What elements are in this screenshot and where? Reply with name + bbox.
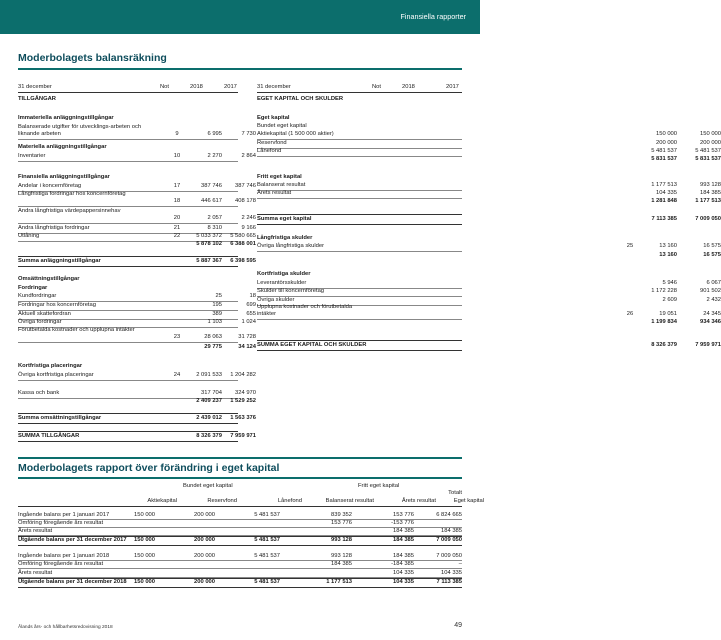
page-number: 49	[454, 622, 462, 629]
row-note: 22	[173, 233, 181, 239]
equity-cell: -184 385	[391, 561, 414, 567]
value-2018: 195	[212, 302, 222, 308]
row-label: Fordringar	[18, 285, 48, 291]
table-row	[18, 173, 238, 181]
equity-cell: 184 385	[331, 561, 352, 567]
value-2018: 13 160	[659, 243, 677, 249]
equity-cell: 993 128	[331, 537, 352, 543]
table-row	[18, 224, 256, 232]
row-label: Omsättningstillgångar	[18, 276, 80, 282]
value-2018: 1 172 228	[651, 288, 677, 294]
value-2017: 6 067	[706, 280, 721, 286]
left-heading: TILLGÅNGAR	[18, 96, 56, 102]
equity-row-label: Utgående balans per 31 december 2017	[18, 537, 127, 543]
left-header-rule	[18, 92, 238, 93]
value-2018: 2 091 533	[196, 372, 222, 378]
table-row	[18, 152, 256, 160]
table-row	[257, 341, 721, 349]
equity-cell: 153 776	[331, 520, 352, 526]
value-2017: 387 746	[235, 183, 256, 189]
row-label: Kortfristiga placeringar	[18, 363, 83, 369]
row-note: 21	[173, 225, 181, 231]
value-2018: 19 051	[659, 311, 677, 317]
value-2018: 1 199 834	[651, 319, 677, 325]
equity-cell: 150 000	[134, 553, 155, 559]
value-2017: 2 432	[706, 297, 721, 303]
value-2018: 150 000	[656, 131, 677, 137]
equity-title: Moderbolagets rapport över förändring i eget kapital	[18, 462, 280, 474]
equity-cell: 200 000	[194, 553, 215, 559]
table-row	[257, 318, 721, 326]
table-row	[18, 191, 256, 205]
value-2018: 5 481 537	[651, 148, 677, 154]
equity-cell: 5 481 537	[254, 512, 280, 518]
equity-row-label: Ingående balans per 1 januari 2018	[18, 553, 110, 559]
value-2018: 8 310	[207, 225, 222, 231]
value-2018: 2 270	[207, 153, 222, 159]
equity-col-header: Aktiekapital	[147, 498, 177, 504]
value-2018: 13 160	[659, 252, 677, 258]
table-row	[257, 147, 721, 155]
value-2017: 31 728	[238, 334, 256, 340]
equity-col-header: Lånefond	[277, 498, 302, 504]
table-row	[18, 371, 256, 379]
table-row	[18, 124, 256, 138]
total-rule	[257, 340, 462, 341]
equity-col-header: Balanserat resultat	[325, 498, 374, 504]
equity-header-rule	[18, 506, 462, 507]
table-row	[257, 114, 462, 122]
value-2018: 5 887 367	[196, 258, 222, 264]
value-2017: 24 345	[703, 311, 721, 317]
footer-text: Ålands års- och hållbarhetsredovisning 2018	[18, 625, 113, 630]
equity-total-rule	[18, 587, 462, 588]
row-note: 17	[173, 183, 181, 189]
row-label: Balanserat resultat	[257, 182, 306, 188]
table-row	[257, 122, 462, 130]
table-row	[18, 143, 238, 151]
value-2018: 8 326 379	[651, 342, 677, 348]
value-2018: 200 000	[656, 140, 677, 146]
table-row	[18, 257, 256, 265]
equity-row	[18, 569, 462, 577]
equity-cell: 7 009 050	[436, 553, 462, 559]
table-row	[18, 240, 256, 248]
row-label: Summa eget kapital	[257, 216, 312, 222]
right-col-2017: 2017	[446, 84, 459, 90]
row-label: SUMMA TILLGÅNGAR	[18, 433, 80, 439]
row-label: Övriga kortfristiga placeringar	[18, 372, 94, 378]
equity-cell: 6 824 665	[436, 512, 462, 518]
value-2017: 993 128	[700, 182, 721, 188]
equity-cell: -153 776	[391, 520, 414, 526]
value-2017: 150 000	[700, 131, 721, 137]
equity-row	[18, 511, 462, 519]
value-2017: 408 178	[235, 198, 256, 204]
row-label: Balanserade utgifter för utvecklings-arbeten och liknande arbeten	[18, 124, 142, 137]
value-2017: 7 730	[241, 131, 256, 137]
row-divider	[18, 342, 238, 343]
row-note: 26	[626, 311, 634, 317]
table-row	[18, 362, 238, 370]
row-label: Upplupna kostnader och förutbetalda intäkter	[257, 304, 353, 317]
equity-cell: 1 177 513	[326, 579, 352, 585]
equity-cell: 839 352	[331, 512, 352, 518]
value-2017: 184 385	[700, 190, 721, 196]
row-label: Andra långfristiga fordringar	[18, 225, 90, 231]
value-2018: 446 617	[201, 198, 222, 204]
equity-row-label: Årets resultat	[18, 528, 53, 534]
table-row	[257, 242, 721, 250]
equity-col-header: Årets resultat	[401, 498, 436, 504]
value-2018: 2 439 012	[196, 415, 222, 421]
table-row	[18, 389, 256, 397]
equity-cell: 184 385	[393, 553, 414, 559]
row-note: 18	[173, 198, 181, 204]
table-row	[18, 232, 256, 240]
row-note: 20	[173, 215, 181, 221]
value-2017: 16 575	[703, 252, 721, 258]
table-row	[257, 251, 721, 259]
row-label: Eget kapital	[257, 115, 290, 121]
equity-cell: 104 335	[393, 579, 414, 585]
value-2018: 389	[212, 311, 222, 317]
row-note: 9	[175, 131, 179, 137]
value-2018: 1 281 848	[651, 198, 677, 204]
value-2017: 1 024	[241, 319, 256, 325]
table-row	[18, 397, 256, 405]
value-2017: 2 246	[241, 215, 256, 221]
equity-row-label: Omföring föregående års resultat	[18, 561, 104, 567]
group-free-label: Fritt eget kapital	[358, 483, 400, 489]
equity-total-rule	[18, 578, 462, 579]
value-2017: 9 166	[241, 225, 256, 231]
equity-total-rule	[18, 545, 462, 546]
equity-cell: 184 385	[393, 528, 414, 534]
table-row	[257, 189, 721, 197]
value-2017: 34 124	[238, 344, 256, 350]
row-label: Långfristiga fordringar hos koncernföretag	[18, 191, 126, 197]
table-row	[257, 139, 721, 147]
equity-row-label: Omföring föregående års resultat	[18, 520, 104, 526]
table-row	[18, 301, 256, 309]
table-row	[18, 343, 256, 351]
row-label: Årets resultat	[257, 190, 292, 196]
value-2018: 104 335	[656, 190, 677, 196]
total-rule	[18, 266, 238, 267]
equity-top-rule	[18, 457, 462, 459]
value-2018: 6 995	[207, 131, 222, 137]
row-label: Reservfond	[257, 140, 287, 146]
equity-row-label: Ingående balans per 1 januari 2017	[18, 512, 110, 518]
row-label: Övriga fordringar	[18, 319, 62, 325]
row-label: Fritt eget kapital	[257, 174, 302, 180]
equity-row	[18, 578, 462, 586]
equity-cell: 184 385	[441, 528, 462, 534]
row-divider	[18, 161, 238, 162]
total-rule	[18, 431, 238, 432]
row-label: Långfristiga skulder	[257, 235, 313, 241]
table-row	[257, 173, 462, 181]
total-rule	[18, 413, 238, 414]
equity-row	[18, 560, 462, 568]
table-row	[257, 130, 721, 138]
row-label: Kortfristiga skulder	[257, 271, 311, 277]
value-2018: 5 033 372	[196, 233, 222, 239]
equity-title-rule	[18, 477, 462, 479]
equity-row	[18, 552, 462, 560]
equity-cell: 150 000	[134, 579, 155, 585]
row-label: Skulder till koncernföretag	[257, 288, 325, 294]
total-rule	[18, 441, 238, 442]
equity-cell: 7 009 050	[436, 537, 462, 543]
row-label: Summa omsättningstillgångar	[18, 415, 102, 421]
table-row	[18, 318, 256, 326]
row-label: Utlåning	[18, 233, 40, 239]
value-2017: 655	[246, 311, 256, 317]
equity-row	[18, 519, 462, 527]
table-row	[257, 197, 721, 205]
value-2017: 16 575	[703, 243, 721, 249]
table-row	[18, 114, 238, 122]
row-label: Lånefond	[257, 148, 282, 154]
table-row	[257, 296, 721, 304]
value-2018: 317 704	[201, 390, 222, 396]
row-label: Finansiella anläggningstillgångar	[18, 174, 110, 180]
balance-sheet-title: Moderbolagets balansräkning	[18, 52, 167, 64]
value-2017: 324 970	[235, 390, 256, 396]
equity-cell: 184 385	[393, 537, 414, 543]
row-label: Förutbetalda kostnader och upplupna intäkter	[18, 327, 135, 333]
table-row	[257, 181, 721, 189]
equity-col-header: Eget kapital	[453, 498, 484, 504]
row-divider	[18, 223, 238, 224]
equity-cell: 7 113 385	[436, 579, 462, 585]
value-2018: 5 831 537	[651, 156, 677, 162]
equity-cell: 150 000	[134, 537, 155, 543]
table-row	[257, 304, 721, 318]
row-label: Övriga långfristiga skulder	[257, 243, 325, 249]
total-top-label: Totalt	[448, 490, 462, 496]
group-bound-label: Bundet eget kapital	[183, 483, 233, 489]
value-2017: 1 204 282	[230, 372, 256, 378]
left-col-2018: 2018	[190, 84, 203, 90]
value-2018: 8 326 379	[196, 433, 222, 439]
table-row	[257, 234, 462, 242]
table-row	[18, 182, 256, 190]
row-note: 25	[626, 243, 634, 249]
table-row	[18, 432, 256, 440]
left-col-note: Not	[160, 84, 170, 90]
equity-cell: 5 481 537	[254, 553, 280, 559]
row-label: Aktiekapital (1 500 000 aktier)	[257, 131, 334, 137]
value-2017: 2 864	[241, 153, 256, 159]
row-label: Immateriella anläggningstillgångar	[18, 115, 114, 121]
value-2017: 18	[249, 293, 256, 299]
left-col-date: 31 december	[18, 84, 52, 90]
value-2017: 1 563 376	[230, 415, 256, 421]
equity-col-header: Reservfond	[207, 498, 237, 504]
equity-cell: 104 335	[441, 570, 462, 576]
value-2017: 1 177 513	[695, 198, 721, 204]
row-note: 23	[173, 334, 181, 340]
section-label: Finansiella rapporter	[400, 12, 466, 21]
row-divider	[18, 380, 238, 381]
row-label: Övriga skulder	[257, 297, 295, 303]
value-2018: 7 113 385	[651, 216, 677, 222]
value-2018: 25	[215, 293, 222, 299]
value-2017: 699	[246, 302, 256, 308]
equity-total-rule	[18, 536, 462, 537]
equity-cell: 200 000	[194, 537, 215, 543]
row-divider	[18, 139, 238, 140]
right-heading: EGET KAPITAL OCH SKULDER	[257, 96, 344, 102]
right-header-rule	[257, 92, 462, 93]
row-label: Aktuell skattefordran	[18, 311, 71, 317]
table-row	[18, 292, 256, 300]
value-2018: 28 063	[204, 334, 222, 340]
row-label: Andra långfristiga värdepappersinnehav	[18, 208, 121, 214]
value-2018: 2 609	[662, 297, 677, 303]
value-2018: 5 878 102	[196, 241, 222, 247]
equity-row-label: Utgående balans per 31 december 2018	[18, 579, 127, 585]
row-label: Fordringar hos koncernföretag	[18, 302, 96, 308]
total-rule	[18, 423, 238, 424]
value-2017: 5 580 665	[230, 233, 256, 239]
value-2018: 5 946	[662, 280, 677, 286]
value-2018: 2 057	[207, 215, 222, 221]
value-2017: 5 831 537	[695, 156, 721, 162]
value-2018: 1 103	[207, 319, 222, 325]
row-label: Andelar i koncernföretag	[18, 183, 82, 189]
equity-cell: 150 000	[134, 512, 155, 518]
table-row	[257, 215, 721, 223]
table-row	[257, 270, 462, 278]
total-rule	[257, 224, 462, 225]
table-row	[257, 155, 721, 163]
table-row	[18, 310, 256, 318]
equity-cell: 200 000	[194, 512, 215, 518]
value-2017: 6 398 595	[230, 258, 256, 264]
row-label: Kassa och bank	[18, 390, 60, 396]
value-2018: 387 746	[201, 183, 222, 189]
equity-cell: –	[458, 561, 462, 567]
row-note: 10	[173, 153, 181, 159]
table-row	[257, 279, 721, 287]
total-rule	[257, 214, 462, 215]
equity-cell: 5 481 537	[254, 537, 280, 543]
row-label: Summa anläggningstillgångar	[18, 258, 101, 264]
value-2017: 6 388 001	[230, 241, 256, 247]
row-label: Bundet eget kapital	[257, 123, 307, 129]
row-divider	[18, 206, 238, 207]
value-2017: 934 346	[700, 319, 721, 325]
total-rule	[257, 350, 462, 351]
value-2018: 2 409 237	[196, 398, 222, 404]
value-2018: 29 775	[204, 344, 222, 350]
row-label: Inventarier	[18, 153, 46, 159]
table-row	[18, 414, 256, 422]
value-2017: 7 959 971	[695, 342, 721, 348]
value-2017: 7 959 971	[230, 433, 256, 439]
left-col-2017: 2017	[224, 84, 237, 90]
right-col-note: Not	[372, 84, 382, 90]
value-2017: 7 009 050	[695, 216, 721, 222]
equity-cell: 104 335	[393, 570, 414, 576]
value-2017: 200 000	[700, 140, 721, 146]
row-label: Kundfordringar	[18, 293, 57, 299]
row-note: 24	[173, 372, 181, 378]
table-row	[18, 284, 238, 292]
equity-row	[18, 527, 462, 535]
value-2018: 1 177 513	[651, 182, 677, 188]
row-label: SUMMA EGET KAPITAL OCH SKULDER	[257, 342, 367, 348]
value-2017: 901 502	[700, 288, 721, 294]
equity-cell: 5 481 537	[254, 579, 280, 585]
table-row	[18, 275, 238, 283]
table-row	[18, 327, 256, 341]
equity-row	[18, 536, 462, 544]
right-col-2018: 2018	[402, 84, 415, 90]
equity-cell: 200 000	[194, 579, 215, 585]
table-row	[18, 208, 256, 222]
value-2017: 1 529 252	[230, 398, 256, 404]
equity-row-label: Årets resultat	[18, 570, 53, 576]
title-rule	[18, 68, 462, 70]
row-label: Leverantörsskulder	[257, 280, 307, 286]
right-col-date: 31 december	[257, 84, 291, 90]
table-row	[257, 287, 721, 295]
total-rule	[18, 256, 238, 257]
equity-cell: 993 128	[331, 553, 352, 559]
row-label: Materiella anläggningstillgångar	[18, 144, 107, 150]
top-bar	[0, 0, 480, 34]
value-2017: 5 481 537	[695, 148, 721, 154]
equity-cell: 153 776	[393, 512, 414, 518]
